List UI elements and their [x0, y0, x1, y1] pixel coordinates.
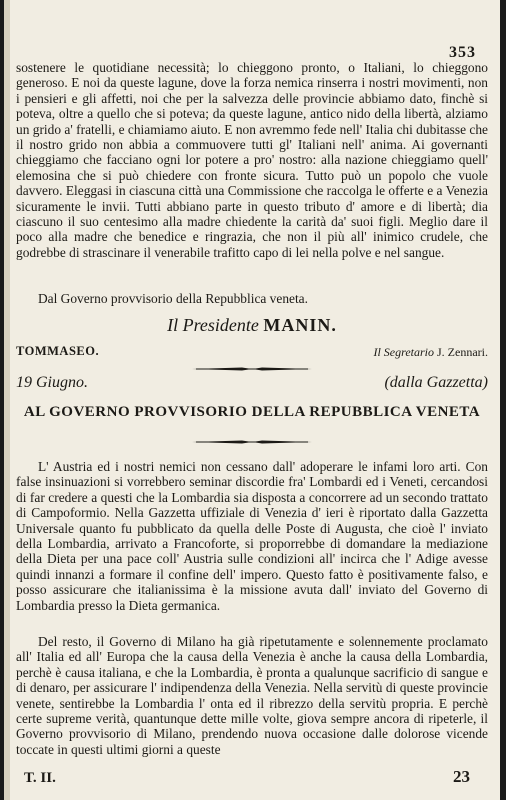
presidente-line: [16, 315, 488, 336]
segretario-label: Il Segretario: [373, 345, 435, 359]
volume-mark: T. II.: [24, 770, 56, 786]
ornamental-rule: [192, 365, 312, 373]
paragraph-milano: Del resto, il Governo di Milano ha già ripetutamente e solennemente proclamato all' Italia ed all' Europa che la causa della Venezia è anche la causa della Lombardia, perchè è causa italiana, e che la Lombardia, è pronta a qualunque sacrificio di sangue e di denaro, per assicurare l' indipendenza della Venezia. Nella servitù di queste provincie venete, sentirebbe la Lombardia l' onta ed il ribrezzo della servitù propria. E perchè certe supreme verità, quantunque dette mille volte, giova sempre ancora di ripeterle, il Governo provvisorio di Milano, prendendo nuova occasione dalle dolorose vicende toccate in questi ultimi giorni a queste: [16, 634, 488, 757]
page-number: 353: [449, 44, 476, 61]
presidente-name: MANIN.: [263, 315, 337, 335]
book-page: [4, 0, 500, 800]
date-heading: 19 Giugno.: [16, 374, 88, 391]
segretario-name: J. Zennari.: [437, 345, 488, 359]
signature-number: 23: [453, 767, 470, 786]
page-gutter-shadow: [4, 0, 10, 800]
paragraph-austria: L' Austria ed i nostri nemici non cessano dall' adoperare le infami loro arti. Con false insinuazioni si vorrebbero seminar discordie fra' Lombardi ed i Veneti, cercandosi di far credere a questi che la Lombardia sia disposta a concorrere ad un secondo trattato di Campoformio. Nella Gazzetta uffiziale di Venezia d' ieri è riportato dalla Gazzetta Universale quanto fu pubblicato da quella delle Poste di Augusta, che cioè l' inviato della Lombardia, arrivato a Francoforte, si proporrebbe di domandare la mediazione della Dieta per una pace coll' Austria sulle condizioni all' incirca che l' Adige avesse quindi innanzi a formare il confine dell' impero. Questo fatto è positivamente falso, e posso assicurare che italianissima è la missione avuta dall' inviato del Governo di Lombardia presso la Dieta germanica.: [16, 459, 488, 613]
segretario-signature: [373, 345, 488, 360]
paragraph-appeal: sostenere le quotidiane necessità; lo chieggono pronto, o Italiani, lo chieggono generoso. E noi da queste lagune, dove la forza nemica rinserra i nostri movimenti, non i pensieri e gli affetti, noi che per la salvezza delle provincie abbiamo dato, finchè si poteva, oltre a quello che si poteva; da queste lagune, antico nido della libertà, alziamo un grido a' fratelli, e chiamiamo aiuto. E non avremmo fede nell' Italia chi dubitasse che il nostro grido non abbia a commuovere tutti gl' Italiani nell' anima. Ai governanti chieggiamo che facciano ogni lor potere a pro' nostro: alla nazione chieggiamo quell' elemosina che si può chiedere con fronte sicura. Tutto può un popolo che vuole davvero. Eleggasi in ciascuna città una Commissione che raccolga le offerte e a Venezia sicuramente le invii. Tutti abbiano parte in questo tributo d' amore e di libertà; dia ciascuno il suo centesimo alla madre chiedente la carità da' suoi figli. Meglio dare il poco alla madre che benedice e ringrazia, che non il più all' inimico crudele, che godrebbe di strascinare il venerabile trafitto capo di lei nella polve e nel sangue.: [16, 60, 488, 260]
source-label: (dalla Gazzetta): [384, 374, 488, 391]
document-title: AL GOVERNO PROVVISORIO DELLA REPUBBLICA VENETA: [23, 404, 481, 420]
tommaseo-signature: TOMMASEO.: [16, 344, 100, 358]
presidente-label: Il Presidente: [167, 315, 259, 335]
ornamental-rule-2: [192, 438, 312, 446]
signature-line: Dal Governo provvisorio della Repubblica veneta.: [38, 291, 308, 306]
